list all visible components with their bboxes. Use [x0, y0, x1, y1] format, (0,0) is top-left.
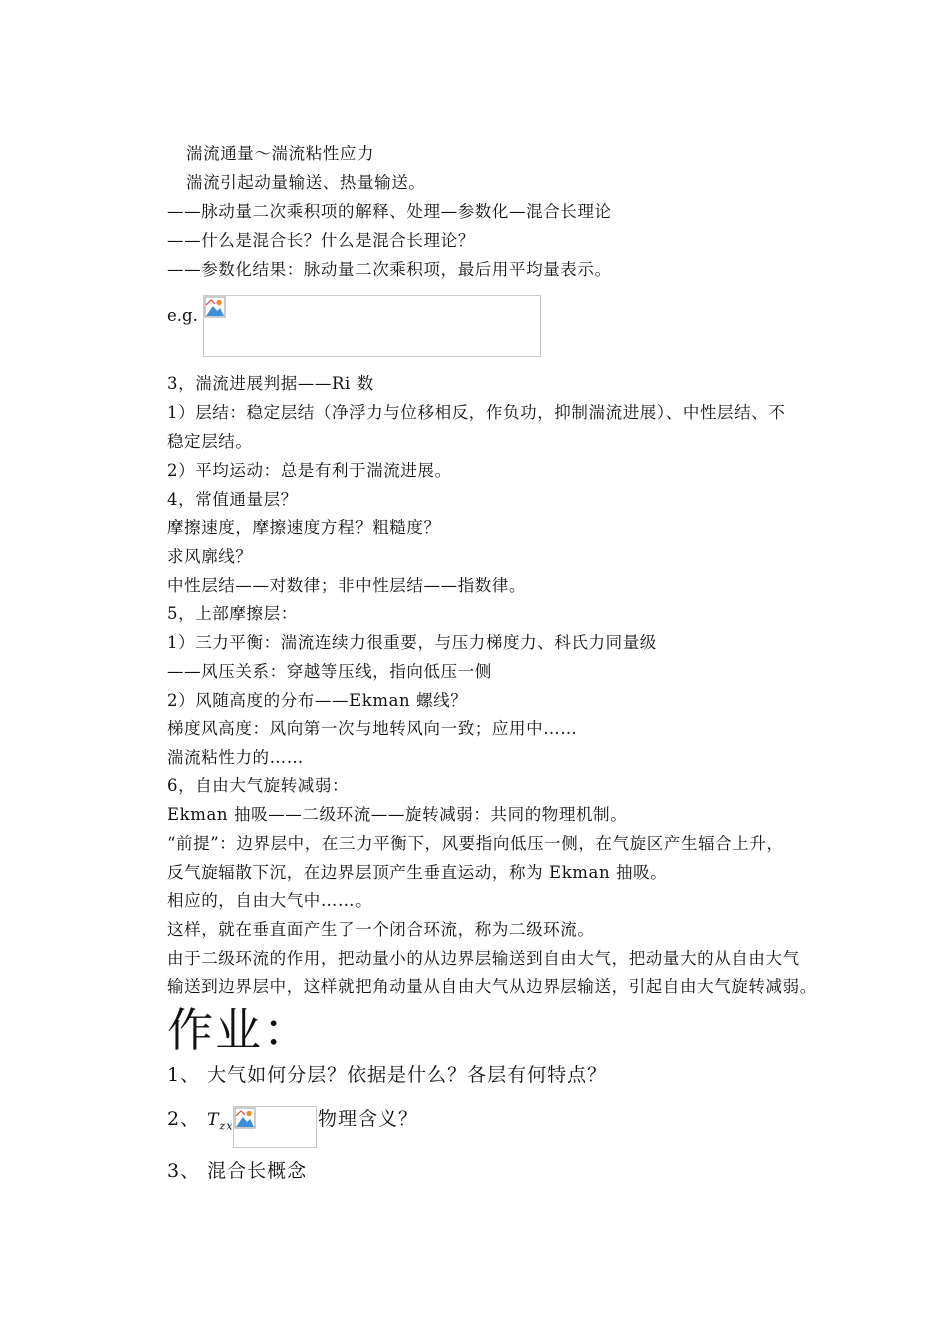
text-line: 2）平均运动：总是有利于湍流进展。	[167, 461, 452, 480]
text-line: 输送到边界层中，这样就把角动量从自由大气从边界层输送，引起自由大气旋转减弱。	[167, 977, 817, 996]
text-line: ——什么是混合长？什么是混合长理论？	[167, 231, 475, 250]
text-line: 湍流粘性力的……	[167, 748, 304, 767]
text-line: 4，常值通量层？	[167, 490, 298, 509]
text-line: ——参数化结果：脉动量二次乘积项，最后用平均量表示。	[167, 260, 612, 279]
text-line: 湍流通量～湍流粘性应力	[186, 144, 375, 163]
broken-image-icon	[204, 296, 226, 318]
text-line: 摩擦速度，摩擦速度方程？粗糙度？	[167, 518, 441, 537]
text-line: 相应的，自由大气中……。	[167, 891, 373, 910]
text-line: Ekman 抽吸——二级环流——旋转减弱：共同的物理机制。	[167, 805, 628, 824]
text-line: 1）层结：稳定层结（净浮力与位移相反，作负功，抑制湍流进展）、中性层结、不	[167, 403, 786, 422]
equation-image-placeholder	[203, 295, 541, 357]
text-line: 中性层结——对数律；非中性层结——指数律。	[167, 576, 527, 595]
text-line: 这样，就在垂直面产生了一个闭合环流，称为二级环流。	[167, 920, 595, 939]
q2-number: 2、	[167, 1108, 208, 1130]
text-line: 稳定层结。	[167, 432, 253, 451]
text-line: 2）风随高度的分布——Ekman 螺线？	[167, 691, 468, 710]
broken-image-icon	[234, 1107, 256, 1129]
formula-image-placeholder	[233, 1106, 317, 1148]
text-line: 6，自由大气旋转减弱：	[167, 776, 350, 795]
homework-question-3: 3、 混合长概念	[167, 1160, 308, 1182]
text-line: 1）三力平衡：湍流连续力很重要，与压力梯度力、科氏力同量级	[167, 633, 657, 652]
q2-suffix: 物理含义？	[318, 1108, 419, 1130]
text-line: 求风廓线？	[167, 547, 253, 566]
homework-question-1: 1、 大气如何分层？依据是什么？各层有何特点？	[167, 1064, 608, 1086]
homework-title: 作业：	[167, 1003, 311, 1057]
text-line: ——脉动量二次乘积项的解释、处理—参数化—混合长理论	[167, 202, 612, 221]
text-line: 3，湍流进展判据——Ri 数	[167, 374, 374, 393]
text-line: “前提”：边界层中，在三力平衡下，风要指向低压一侧，在气旋区产生辐合上升，	[167, 834, 784, 853]
text-line: 湍流引起动量输送、热量输送。	[186, 173, 426, 192]
text-line: 5，上部摩擦层：	[167, 604, 298, 623]
tau-zx-symbol: $T_{zx}$	[207, 1110, 234, 1133]
example-label: e.g.	[167, 306, 198, 325]
text-line: 梯度风高度：风向第一次与地转风向一致；应用中……	[167, 719, 578, 738]
text-line: 由于二级环流的作用，把动量小的从边界层输送到自由大气，把动量大的从自由大气	[167, 949, 800, 968]
text-line: 反气旋辐散下沉，在边界层顶产生垂直运动，称为 Ekman 抽吸。	[167, 863, 668, 882]
text-line: ——风压关系：穿越等压线，指向低压一侧	[167, 662, 492, 681]
